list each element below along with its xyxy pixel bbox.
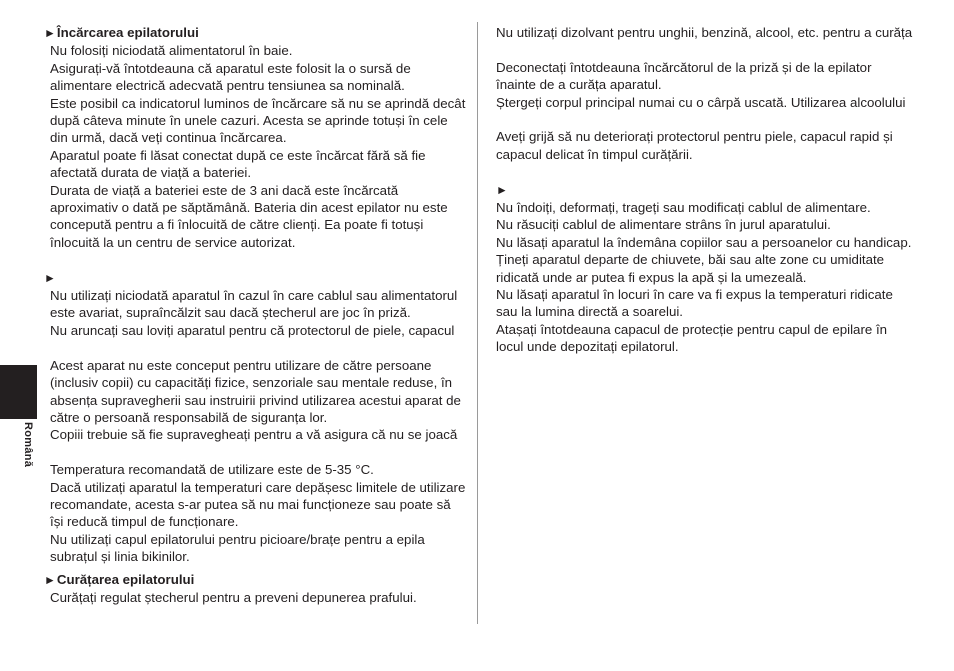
charging-heading: ►Încărcarea epilatorului <box>44 25 199 40</box>
text-line: Nu aruncați sau loviți aparatul pentru că protectorul de piele, capacul <box>50 322 455 338</box>
text-line: înainte de a curăța aparatul. <box>496 77 662 93</box>
text-line: Acest aparat nu este conceput pentru utilizare de către persoane <box>50 357 432 373</box>
column-divider <box>477 22 478 624</box>
text-line: (inclusiv copii) cu capacități fizice, senzoriale sau mentale reduse, în <box>50 375 453 391</box>
text-line: Țineți aparatul departe de chiuvete, băi sau alte zone cu umiditate <box>496 252 885 268</box>
storage-paragraph <box>496 199 924 356</box>
language-side-tab <box>0 365 37 419</box>
text-line: Nu folosiți niciodată alimentatorul în baie. <box>50 43 293 59</box>
text-line: recomandate, acesta s-ar putea să nu mai funcționeze sau poate să <box>50 496 451 512</box>
arrow-marker-icon: ► <box>44 572 56 587</box>
text-line: locul unde depozitați epilatorul. <box>496 339 679 355</box>
spacer <box>496 111 924 128</box>
spacer <box>496 163 924 180</box>
text-line: Nu îndoiți, deformați, trageți sau modificați cablul de alimentare. <box>496 200 871 216</box>
text-line: Atașați întotdeauna capacul de protecție pentru capul de epilare în <box>496 321 888 337</box>
arrow-marker-icon: ► <box>44 270 56 285</box>
charging-paragraph <box>44 42 476 251</box>
spacer <box>44 339 476 356</box>
text-line: Asigurați-vă întotdeauna că aparatul este folosit la o sursă de <box>50 60 411 76</box>
text-line: Durata de viață a bateriei este de 3 ani dacă este încărcată <box>50 182 399 198</box>
text-line: alimentare electrică adecvată pentru tensiunea sa nominală. <box>50 78 405 94</box>
text-line: subrațul și linia bikinilor. <box>50 549 190 565</box>
text-line: Temperatura recomandată de utilizare este de 5-35 °C. <box>50 462 374 478</box>
text-line: din urmă, dacă veți continua încărcarea. <box>50 130 287 146</box>
text-line: Este posibil ca indicatorul luminos de încărcare să nu se aprindă decât <box>50 95 466 111</box>
cleaning-heading: ►Curățarea epilatorului <box>44 571 195 587</box>
text-line: aproximativ o dată pe săptămână. Bateria din acest epilator nu este <box>50 200 448 216</box>
safety-paragraph-c <box>44 461 476 565</box>
right-column <box>496 24 924 356</box>
spacer <box>44 444 476 461</box>
text-line: concepută pentru a fi înlocuită de către clienți. Ea poate fi totuși <box>50 217 424 233</box>
safety-marker <box>44 269 476 287</box>
text-line: absența supravegherii sau instruirii privind utilizarea acestui aparat de <box>50 392 461 408</box>
text-line: Aparatul poate fi lăsat conectat după ce este încărcat fără să fie <box>50 147 426 163</box>
text-line: sau la lumina directă a soarelui. <box>496 304 683 320</box>
arrow-marker-icon: ► <box>44 26 56 40</box>
text-line: Ștergeți corpul principal numai cu o cârpă uscată. Utilizarea alcoolului <box>496 94 906 110</box>
text-line: Dacă utilizați aparatul la temperaturi care depășesc limitele de utilizare <box>50 479 466 495</box>
text-line: este avariat, supraîncălzit sau dacă ștecherul are joc în priză. <box>50 305 411 321</box>
cleaning-paragraph <box>44 589 476 606</box>
spacer <box>496 41 924 58</box>
text-line: Nu lăsați aparatul în locuri în care va fi expus la temperaturi ridicate <box>496 287 893 303</box>
language-tab-label: Română <box>22 422 34 468</box>
storage-marker <box>496 181 924 199</box>
left-column <box>44 24 476 606</box>
arrow-marker-icon: ► <box>496 182 508 197</box>
text-line: către o persoană responsabilă de siguranța lor. <box>50 409 328 425</box>
text-line: ridicată unde ar putea fi expus la apă și la umezeală. <box>496 269 807 285</box>
safety-paragraph-b <box>44 357 476 444</box>
text-line: Nu utilizați dizolvant pentru unghii, benzină, alcool, etc. pentru a curăța <box>496 25 913 40</box>
text-line: după câteva minute în unele cazuri. Acesta se aprinde totuși în cele <box>50 113 448 129</box>
text-line: afectată durata de viață a bateriei. <box>50 165 252 181</box>
text-line: Nu lăsați aparatul la îndemâna copiilor sau a persoanelor cu handicap. <box>496 234 912 250</box>
text-line: capacul delicat în timpul curățării. <box>496 146 693 162</box>
spacer <box>44 251 476 268</box>
cleaning-paragraph-b <box>496 59 924 111</box>
text-line: Aveți grijă să nu deteriorați protectorul pentru piele, capacul rapid și <box>496 129 893 145</box>
cleaning-paragraph-a <box>496 24 924 41</box>
text-line: Nu utilizați capul epilatorului pentru picioare/brațe pentru a epila <box>50 531 425 547</box>
safety-paragraph-a <box>44 287 476 339</box>
text-line: Curățați regulat ștecherul pentru a preveni depunerea prafului. <box>50 589 417 605</box>
text-line: Nu răsuciți cablul de alimentare strâns în jurul aparatului. <box>496 217 831 233</box>
text-line: înlocuită la un centru de service autorizat. <box>50 234 296 250</box>
text-line: își reducă timpul de funcționare. <box>50 514 239 530</box>
cleaning-paragraph-c <box>496 128 924 163</box>
text-line: Nu utilizați niciodată aparatul în cazul în care cablul sau alimentatorul <box>50 288 458 304</box>
text-line: Copiii trebuie să fie supravegheați pentru a vă asigura că nu se joacă <box>50 427 458 443</box>
text-line: Deconectați întotdeauna încărcătorul de la priză și de la epilator <box>496 59 872 75</box>
